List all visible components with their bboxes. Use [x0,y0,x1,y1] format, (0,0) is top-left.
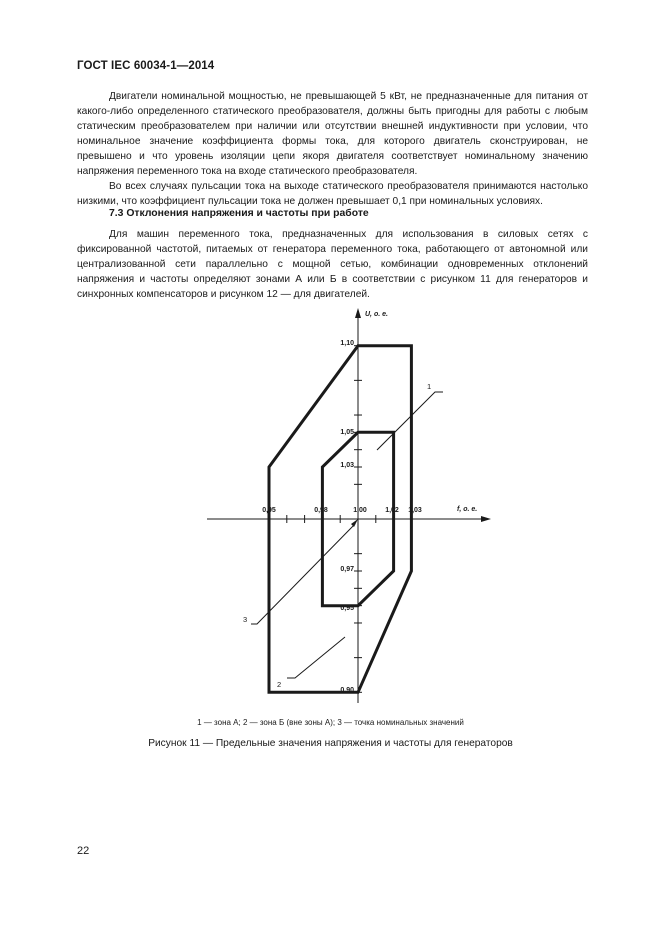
paragraph-motors: Двигатели номинальной мощностью, не превышающей 5 кВт, не предназначенные для питания от какого-либо определенного статического преобразователя, должны быть пригодны для работы с любым статическим преобразователем при наличии или отсутствии внешней индуктивности при условии, что номинальное значение коэффициента формы тока, для которого двигатель сконструирован, не превышено и что уровень изоляции цепи якоря двигателя соответствует номинальному значению напряжения переменного тока на входе статического преобразователя. [77,91,588,177]
intro-text [77,89,588,209]
page-number: 22 [77,845,90,857]
callout-2-label: 2 [277,680,282,689]
legend-text-1: — зона А; [201,718,243,727]
figure-caption: Рисунок 11 — Предельные значения напряжения и частоты для генераторов [148,738,513,749]
callout-3-label: 3 [243,615,248,624]
callout-1-label: 1 [427,382,432,391]
document-header: ГОСТ IEC 60034-1—2014 [77,60,215,72]
section-title: 7.3 Отклонения напряжения и частоты при работе [109,208,369,219]
u-tick-label: 0,97 [340,566,354,573]
u-tick-label: 1,03 [340,462,354,469]
paragraph-ripple: Во всех случаях пульсации тока на выходе статического преобразователя принимаются настолько низкими, что коэффициент пульсации тока не должен превышает 0,1 при номинальных условиях. [77,181,588,207]
legend-key-3: 3 [337,718,342,727]
f-tick-label: 1,02 [385,507,399,514]
f-axis-label: f, о. е. [457,506,478,513]
voltage-frequency-diagram [195,302,495,707]
section-paragraph: Для машин переменного тока, предназначенных для использования в силовых сетях с фиксированной частотой, питаемых от генератора переменного тока, работающего от автономной или централизованной сети параллельно с мощной сетью, комбинации одновременных отклонений напряжения и частоты определяют зонами А или Б в соответствии с рисунком 11 для генераторов и синхронных компенсаторов и рисунком 12 — для двигателей. [77,229,588,300]
u-tick-label: 1,05 [340,429,354,436]
rated-point-arrowhead [351,519,358,527]
legend-key-1: 1 [197,718,202,727]
section-text [77,227,588,302]
figure-legend [0,718,661,727]
legend-text-3: — точка номинальных значений [341,718,464,727]
callout-2-leader [287,637,345,678]
legend-key-2: 2 [242,718,248,727]
f-axis-arrow [481,516,491,522]
u-axis-label: U, о. е. [365,311,388,318]
f-tick-label: 1,00 [353,507,367,514]
u-axis-arrow [355,308,361,318]
u-tick-label: 0,95 [340,605,354,612]
u-tick-label: 0,90 [340,687,354,694]
figure-voltage-frequency [195,302,495,712]
f-tick-label: 0,95 [262,507,276,514]
f-tick-label: 0,98 [314,507,328,514]
u-tick-label: 1,10 [340,340,354,347]
f-tick-label: 1,03 [408,507,422,514]
legend-text-2: — зона Б (вне зоны А); [247,718,338,727]
